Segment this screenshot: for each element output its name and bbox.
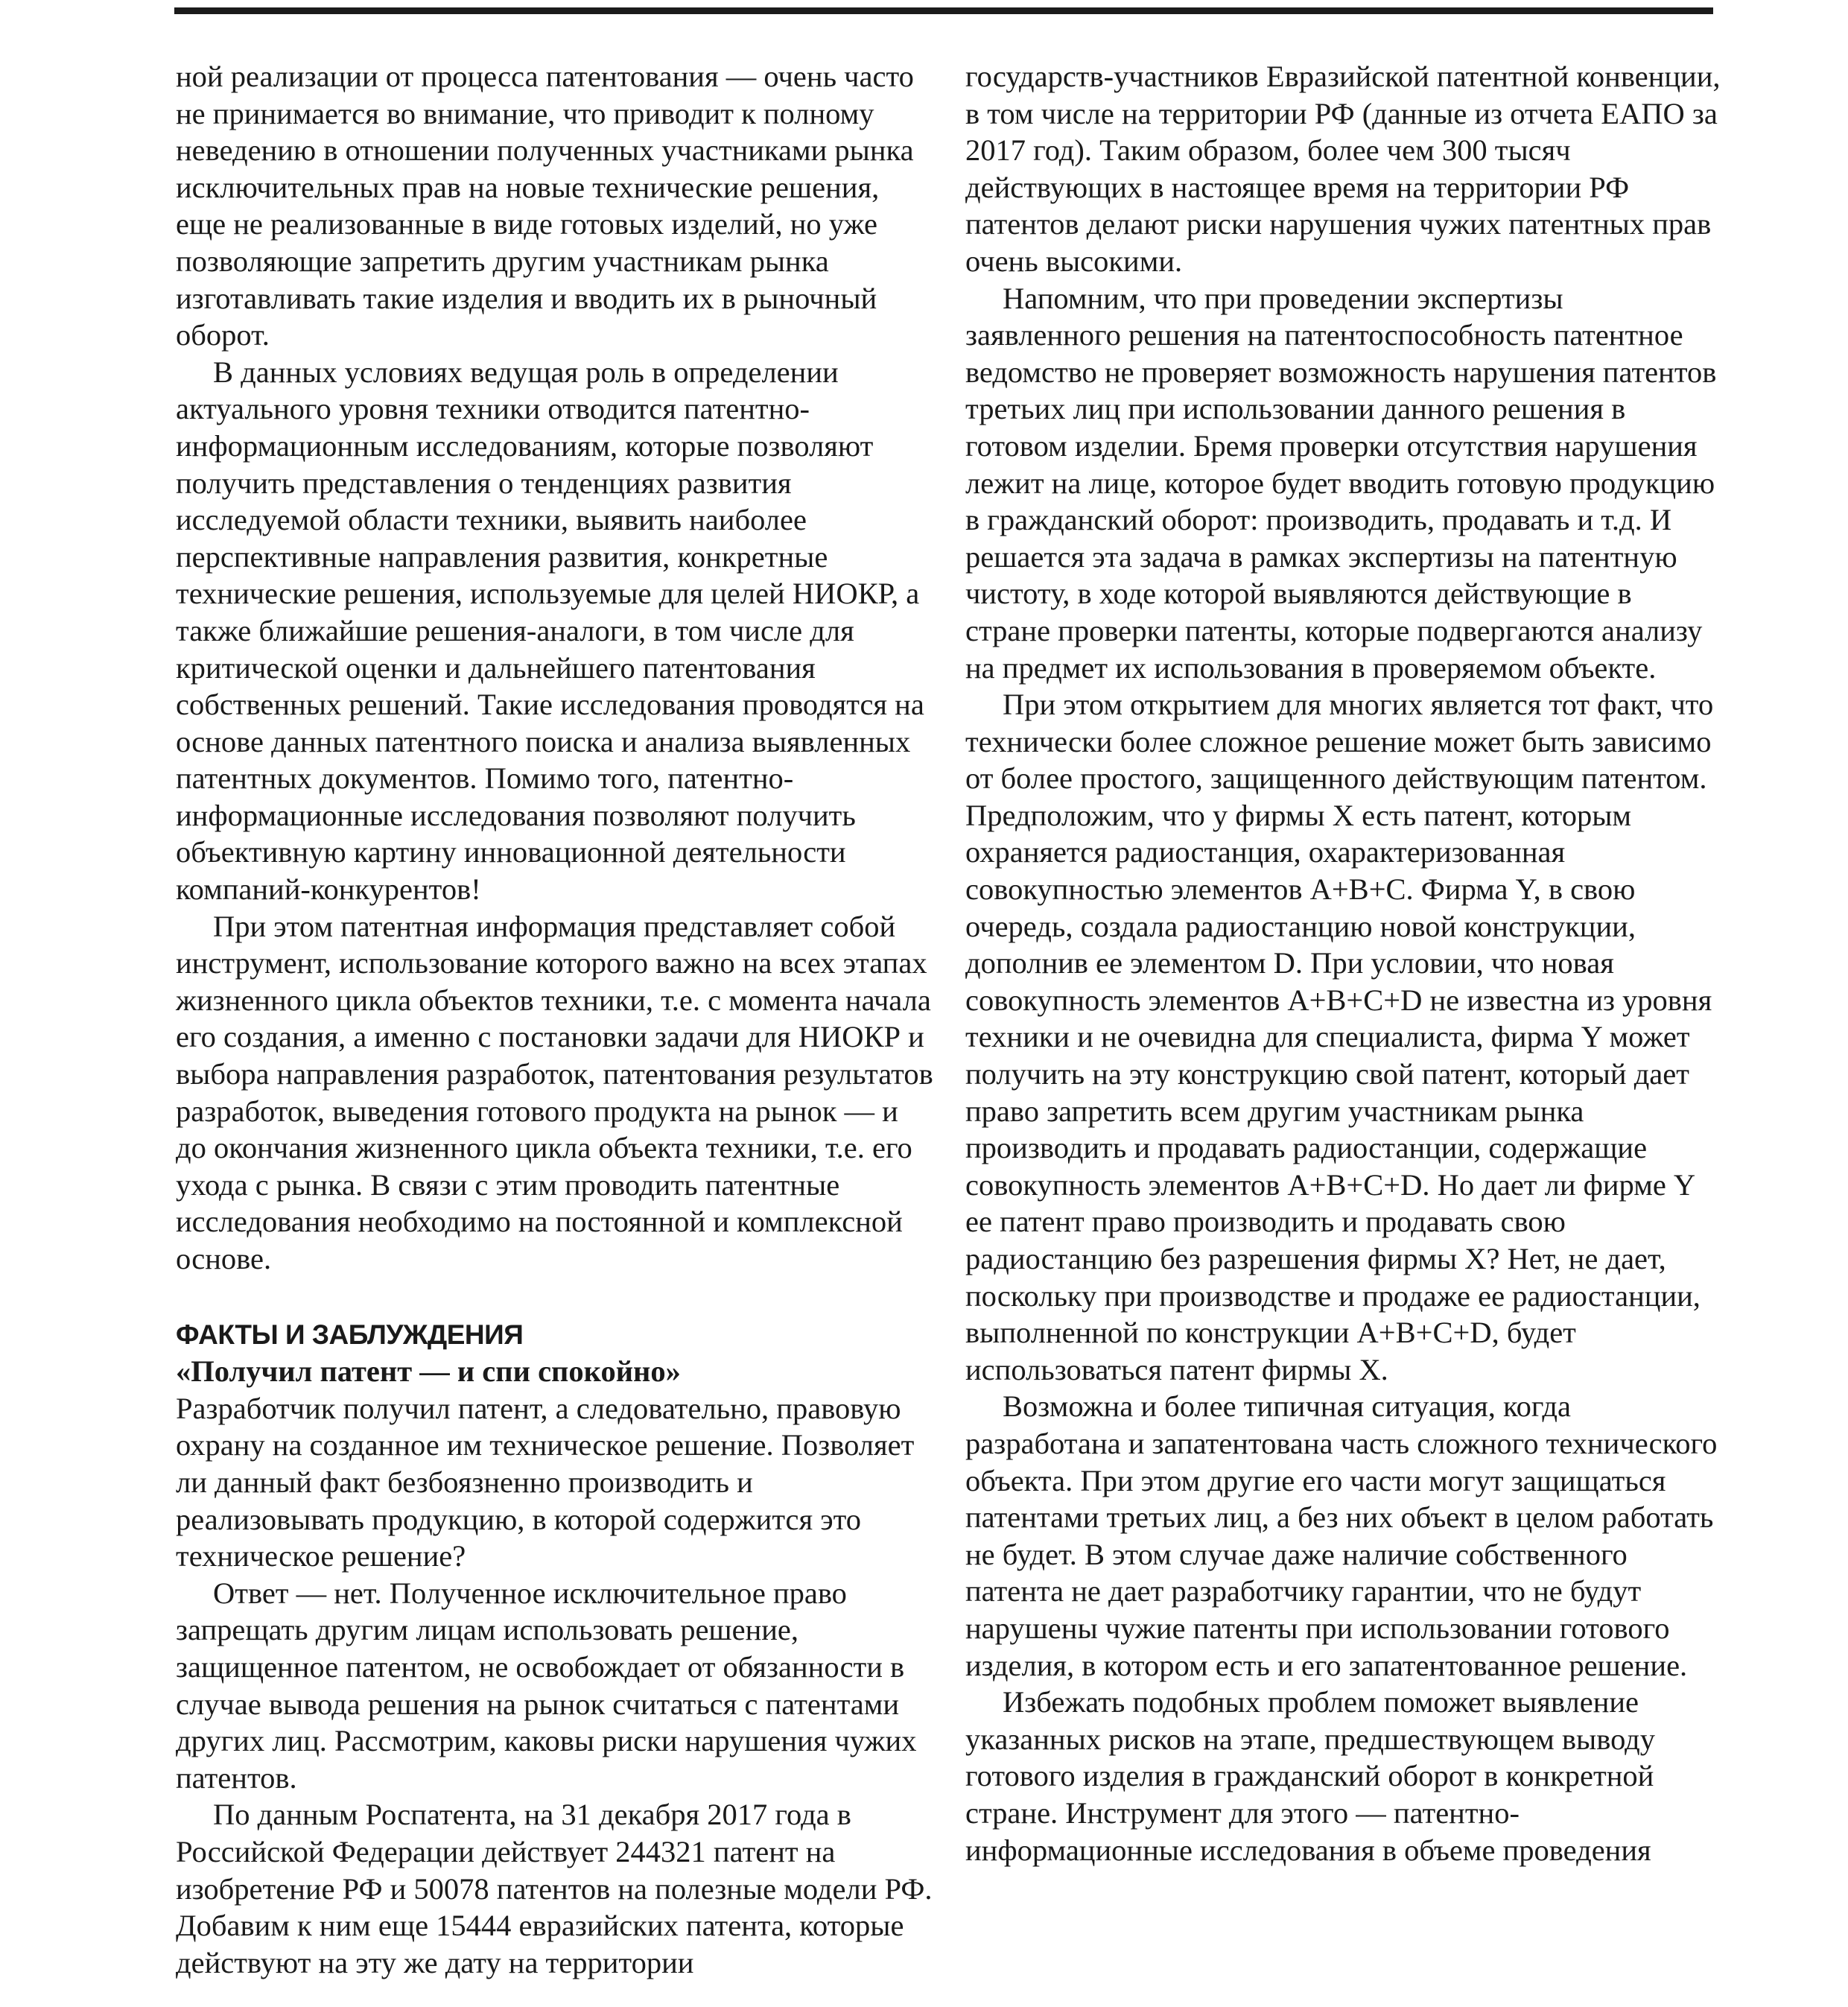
- paragraph: При этом патентная информация представляет собой инструмент, использование которого важно на всех этапах жизненного цикла объектов техники, т.е. с момента начала его создания, а именно с постановки задачи для НИОКР и выбора направления разработок, патентования результатов разработок, выведения готового продукта на рынок — и до окончания жизненного цикла объекта техники, т.е. его ухода с рынка. В связи с этим проводить патентные исследования необходимо на постоянной и комплексной основе.: [176, 909, 933, 1275]
- top-rule: [174, 7, 1713, 14]
- paragraph: Ответ — нет. Полученное исключительное право запрещать другим лицам использовать решение, защищенное патентом, не освобождает от обязанности в случае вывода решения на рынок считаться с патентами других лиц. Рассмотрим, каковы риски нарушения чужих патентов.: [176, 1576, 917, 1795]
- right-column: [965, 58, 1724, 1868]
- paragraph: Возможна и более типичная ситуация, когда разработана и запатентована часть сложного технического объекта. При этом другие его части могут защищаться патентами третьих лиц, а без них объект в целом работать не будет. В этом случае даже наличие собственного патента не дает разработчику гарантии, что не будут нарушены чужие патенты при использовании готового изделия, в котором есть и его запатентованное решение.: [965, 1389, 1718, 1682]
- section-heading: ФАКТЫ И ЗАБЛУЖДЕНИЯ: [176, 1319, 524, 1350]
- paragraph: При этом открытием для многих является тот факт, что технически более сложное решение может быть зависимо от более простого, защищенного действующим патентом. Предположим, что у фирмы X есть патент, которым охраняется радиостанция, охарактеризованная совокупностью элементов A+B+C. Фирма Y, в свою очередь, создала радиостанцию новой конструкции, дополнив ее элементом D. При условии, что новая совокупность элементов A+B+C+D не известна из уровня техники и не очевидна для специалиста, фирма Y может получить на эту конструкцию свой патент, который дает право запретить всем другим участникам рынка производить и продавать радиостанции, содержащие совокупность элементов A+B+C+D. Но дает ли фирме Y ее патент право производить и продавать свою радиостанцию без разрешения фирмы X? Нет, не дает, поскольку при производстве и продаже ее радиостанции, выполненной по конструкции A+B+C+D, будет использоваться патент фирмы X.: [965, 688, 1714, 1386]
- section-spacer: [176, 1278, 934, 1316]
- paragraph: По данным Роспатента, на 31 декабря 2017 года в Российской Федерации действует 244321 патент на изобретение РФ и 50078 патентов на полезные модели РФ. Добавим к ним еще 15444 евразийских патента, которые действуют на эту же дату на территории: [176, 1798, 933, 1979]
- left-column: [176, 58, 934, 1981]
- subheading: «Получил патент — и спи спокойно»: [176, 1354, 681, 1389]
- paragraph: ной реализации от процесса патентования — очень часто не принимается во внимание, что приводит к полному неведению в отношении полученных участниками рынка исключительных прав на новые технические решения, еще не реализованные в виде готовых изделий, но уже позволяющие запретить другим участникам рынка изготавливать такие изделия и вводить их в рыночный оборот.: [176, 60, 914, 352]
- paragraph: государств-участников Евразийской патентной конвенции, в том числе на территории РФ (данные из отчета ЕАПО за 2017 год). Таким образом, более чем 300 тысяч действующих в настоящее время на территории РФ патентов делают риски нарушения чужих патентных прав очень высокими.: [965, 60, 1721, 278]
- paragraph: В данных условиях ведущая роль в определении актуального уровня техники отводится патентно-информационным исследованиям, которые позволяют получить представления о тенденциях развития исследуемой области техники, выявить наиболее перспективные направления развития, конкретные технические решения, используемые для целей НИОКР, а также ближайшие решения-аналоги, в том числе для критической оценки и дальнейшего патентования собственных решений. Такие исследования проводятся на основе данных патентного поиска и анализа выявленных патентных документов. Помимо того, патентно-информационные исследования позволяют получить объективную картину инновационной деятельности компаний-конкурентов!: [176, 355, 924, 907]
- paragraph: Избежать подобных проблем поможет выявление указанных рисков на этапе, предшествующем выводу готового изделия в гражданский оборот в конкретной стране. Инструмент для этого — патентно-информационные исследования в объеме проведения: [965, 1685, 1656, 1867]
- paragraph: Разработчик получил патент, а следовательно, правовую охрану на созданное им техническое решение. Позволяет ли данный факт безбоязненно производить и реализовывать продукцию, в которой содержится это техническое решение?: [176, 1391, 915, 1573]
- paragraph: Напомним, что при проведении экспертизы заявленного решения на патентоспособность патентное ведомство не проверяет возможность нарушения патентов третьих лиц при использовании данного решения в готовом изделии. Бремя проверки отсутствия нарушения лежит на лице, которое будет вводить готовую продукцию в гражданский оборот: производить, продавать и т.д. И решается эта задача в рамках экспертизы на патентную чистоту, в ходе которой выявляются действующие в стране проверки патенты, которые подвергаются анализу на предмет их использования в проверяемом объекте.: [965, 281, 1717, 685]
